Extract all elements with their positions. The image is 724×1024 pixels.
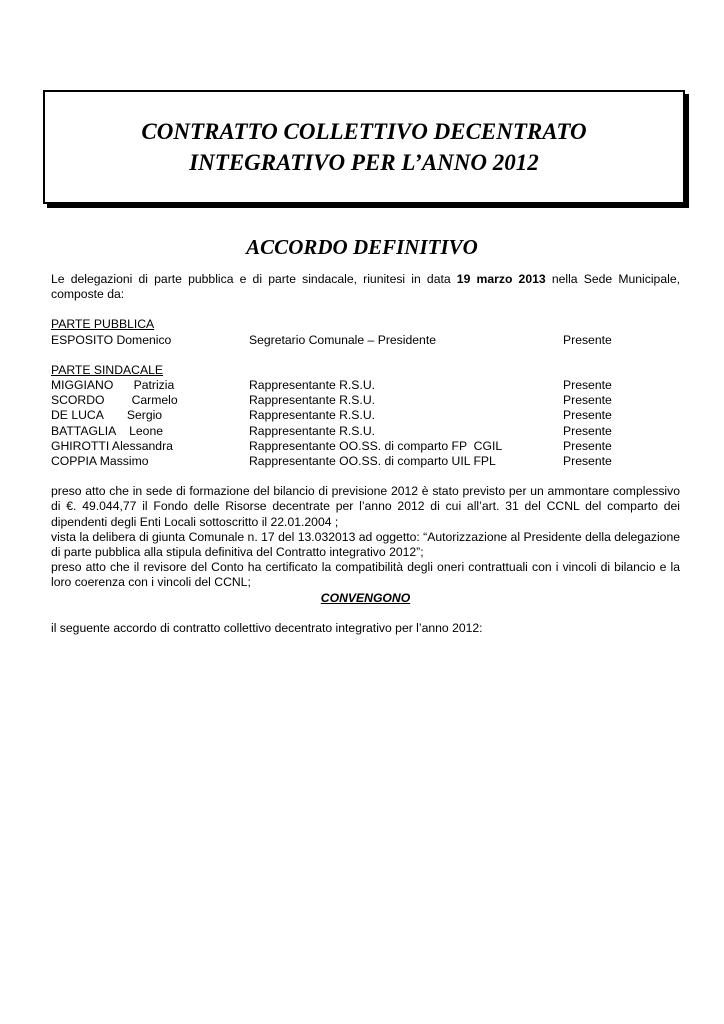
member-name: DE LUCA Sergio — [51, 408, 163, 423]
intro-text-after: nella Sede Municipale, composte da: — [51, 272, 680, 302]
member-name: ESPOSITO Domenico — [51, 332, 172, 347]
document-body — [51, 272, 680, 636]
title-line-1: CONTRATTO COLLETTIVO DECENTRATO — [141, 119, 587, 144]
closing-paragraph: il seguente accordo di contratto collettivo decentrato integrativo per l’anno 2012: — [51, 620, 483, 635]
member-role: Rappresentante R.S.U. — [249, 378, 376, 393]
member-status: Presente — [563, 393, 612, 408]
paragraph-vista-delibera: vista la delibera di giunta Comunale n. 17 del 13.032013 ad oggetto: “Autorizzazione al Presidente della delegazione di parte pubblica alla stipula definitiva del Contratto integrativo 2012”; — [51, 529, 680, 560]
parte-sindacale-heading: PARTE SINDACALE — [51, 362, 163, 377]
title-line-2: INTEGRATIVO PER L’ANNO 2012 — [189, 150, 539, 175]
meeting-date: 19 marzo 2013 — [456, 272, 546, 286]
intro-text-before: Le delegazioni di parte pubblica e di parte sindacale, riunitesi in data — [51, 272, 457, 286]
member-status: Presente — [563, 423, 612, 438]
member-name: SCORDO Carmelo — [51, 393, 178, 408]
member-status: Presente — [563, 332, 612, 347]
member-role: Segretario Comunale – Presidente — [249, 332, 436, 347]
member-row — [51, 393, 680, 408]
member-name: COPPIA Massimo — [51, 454, 149, 469]
paragraph-preso-atto-fondo: preso atto che in sede di formazione del bilancio di previsione 2012 è stato previsto per un ammontare complessivo di €. 49.044,77 il Fondo delle Risorse decentrate per l’anno 2012 di cui all’art. 31 del CCNL del comparto dei dipendenti degli Enti Locali sottoscritto il 22.01.2004 ; — [51, 484, 680, 529]
member-name: MIGGIANO Patrizia — [51, 378, 175, 393]
member-name: BATTAGLIA Leone — [51, 423, 163, 438]
intro-paragraph — [51, 272, 680, 302]
member-row — [51, 408, 680, 423]
member-status: Presente — [563, 454, 612, 469]
member-row — [51, 378, 680, 393]
paragraph-preso-atto-revisore: preso atto che il revisore del Conto ha certificato la compatibilità degli oneri contrattuali con i vincoli di bilancio e la loro coerenza con i vincoli del CCNL; — [51, 560, 680, 590]
member-role: Rappresentante OO.SS. di comparto FP CGIL — [249, 438, 503, 453]
member-status: Presente — [563, 438, 612, 453]
member-name: GHIROTTI Alessandra — [51, 438, 173, 453]
member-role: Rappresentante R.S.U. — [249, 423, 376, 438]
document-subtitle: ACCORDO DEFINITIVO — [246, 235, 478, 259]
member-row — [51, 333, 680, 348]
member-status: Presente — [563, 378, 612, 393]
member-status: Presente — [563, 408, 612, 423]
member-role: Rappresentante OO.SS. di comparto UIL FPL — [249, 454, 496, 469]
convengono-heading: CONVENGONO — [320, 590, 411, 605]
parte-pubblica-heading: PARTE PUBBLICA — [51, 317, 155, 332]
title-box — [43, 90, 685, 204]
member-row — [51, 424, 680, 439]
member-role: Rappresentante R.S.U. — [249, 393, 376, 408]
member-row — [51, 439, 680, 454]
member-role: Rappresentante R.S.U. — [249, 408, 376, 423]
member-row — [51, 454, 680, 469]
